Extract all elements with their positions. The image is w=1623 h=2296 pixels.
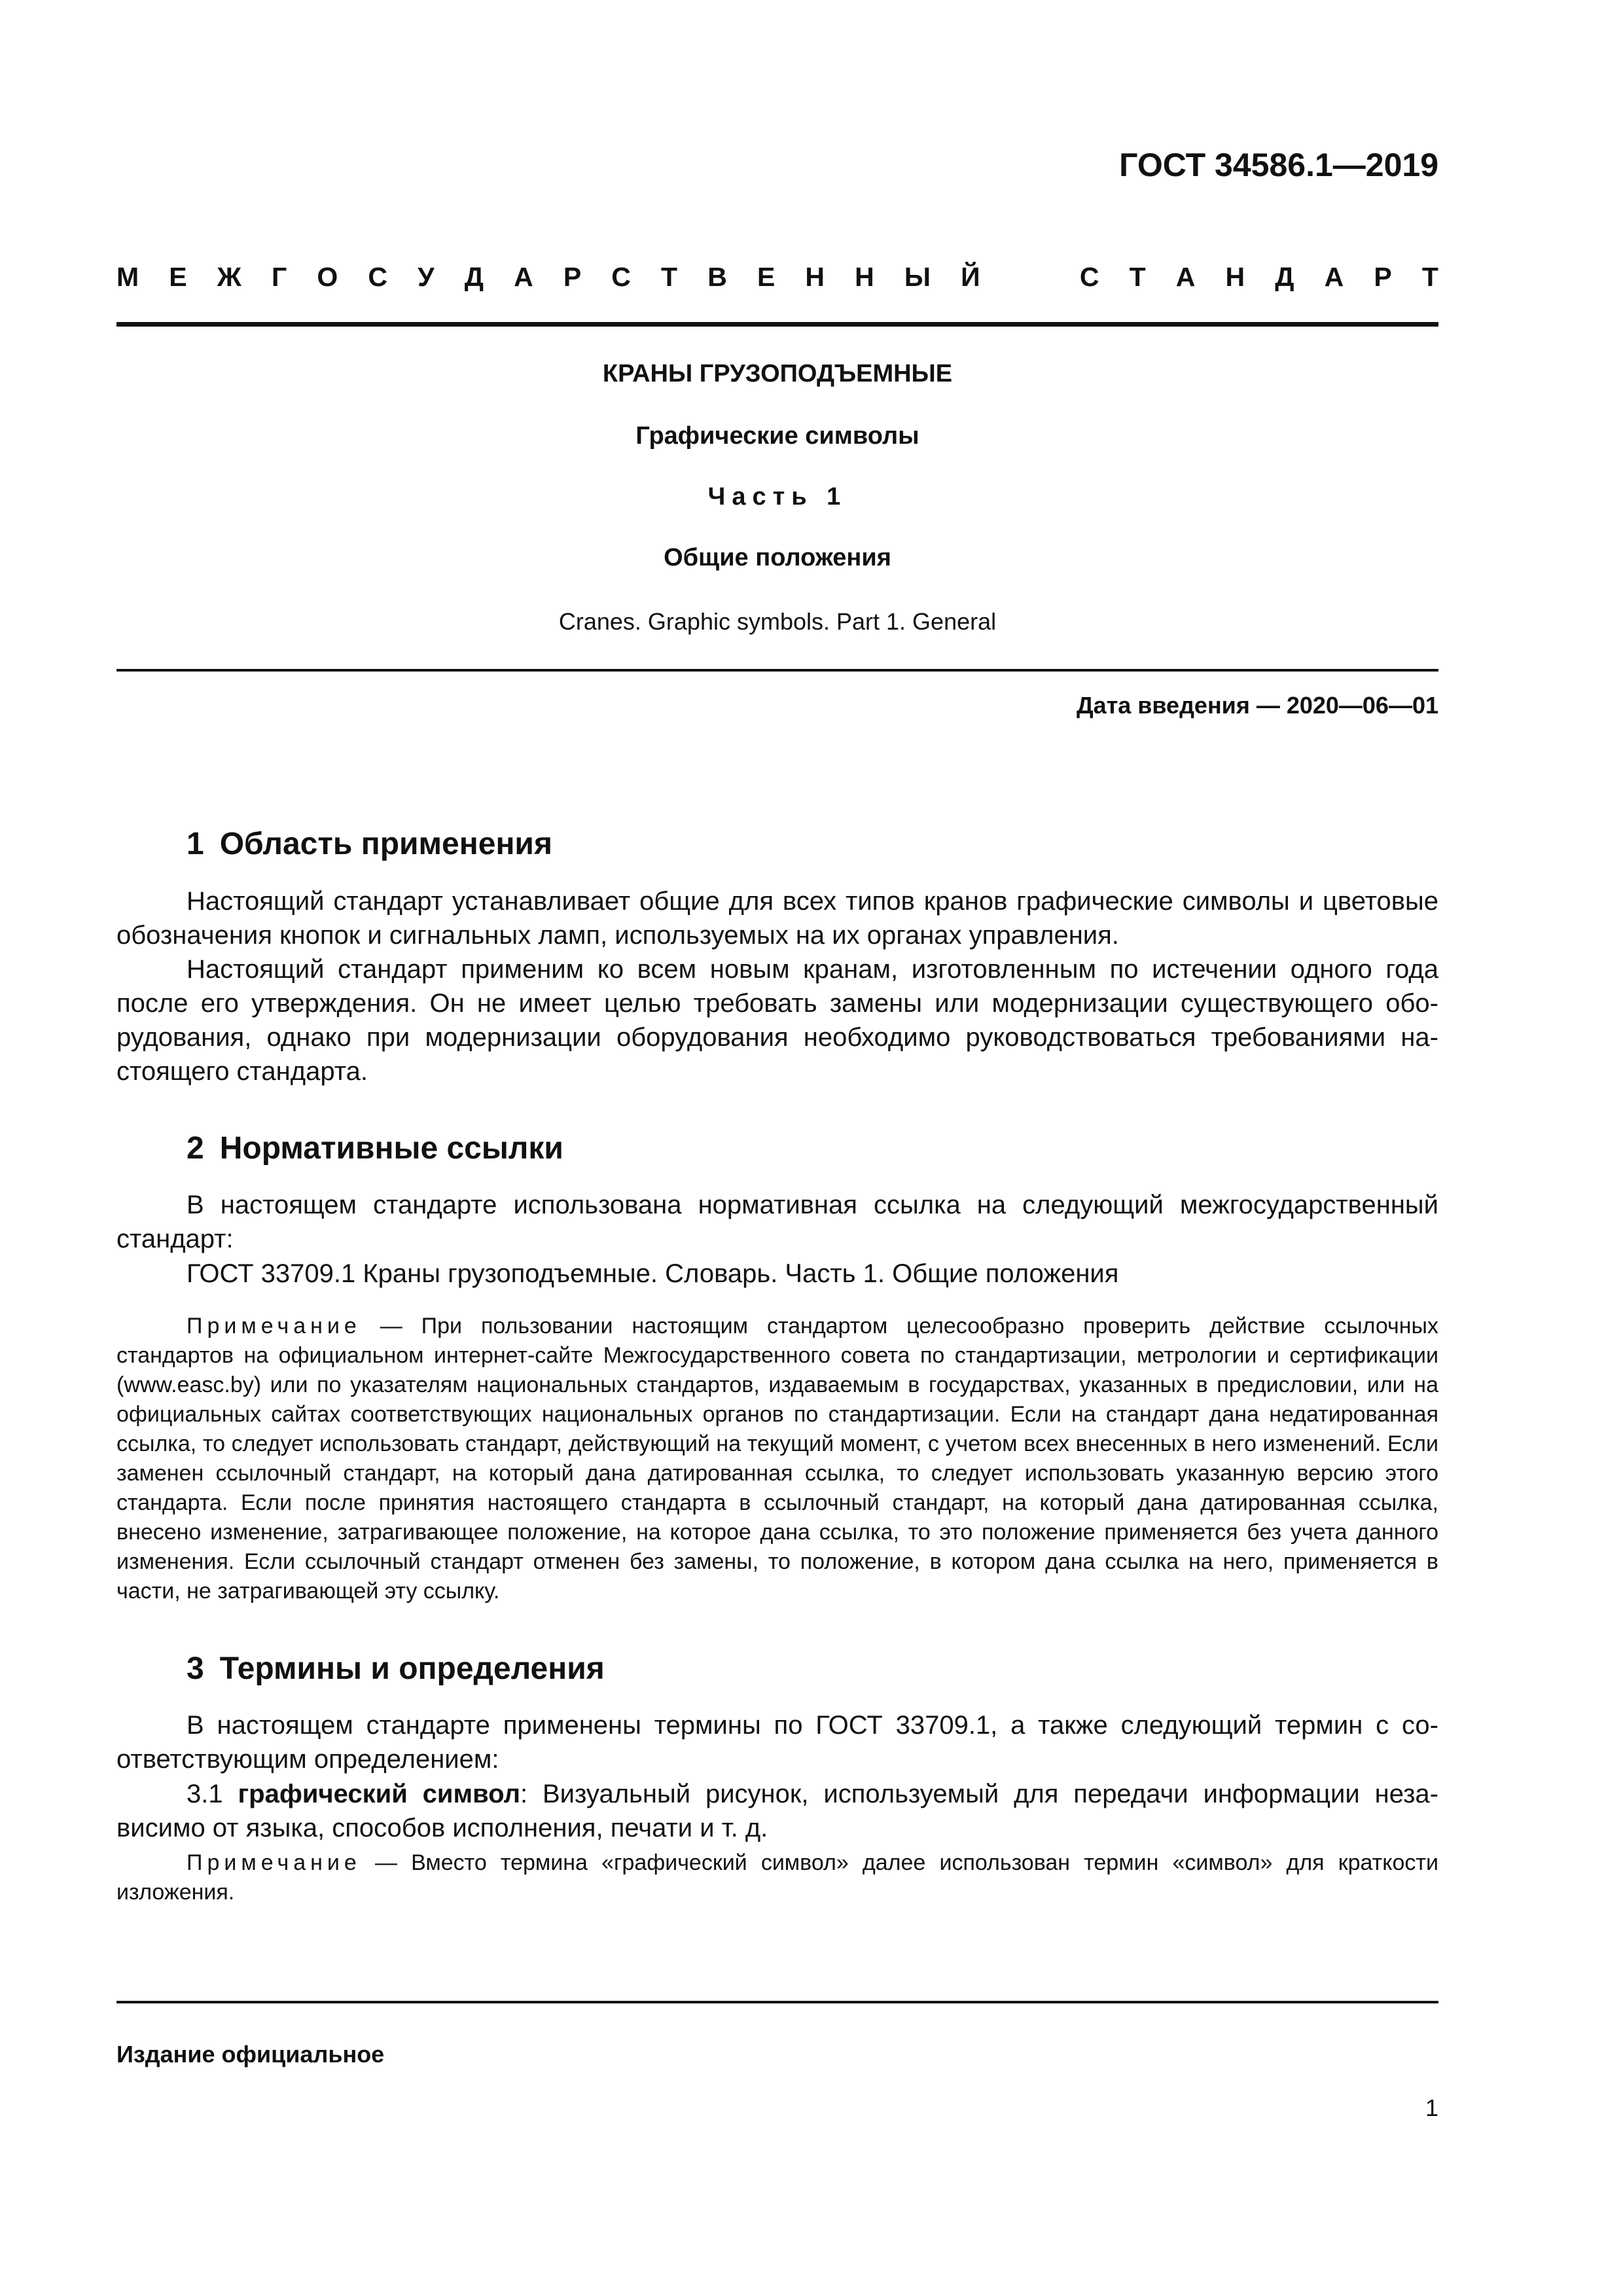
heading-letter: Н [1225, 262, 1245, 292]
standard-subtitle: Графические символы [635, 422, 919, 450]
heading-letter: Ж [217, 262, 241, 292]
header-rule [116, 322, 1438, 327]
heading-letter: О [317, 262, 338, 292]
note-text: — Вместо термина «графический символ» далее использован термин «символ» для краткости изложения. [116, 1850, 1438, 1905]
title-rule [116, 669, 1438, 672]
references-paragraph: В настоящем стандарте использована нормативная ссылка на следующий межгосударственный стандарт: [116, 1191, 1438, 1253]
term-definition-text: : Визуальный рисунок, используемый для передачи информации независимо от языка, способов исполнения, печати и т. д. [116, 1780, 1438, 1842]
section-number: 3 [187, 1651, 204, 1686]
heading-letter: В [707, 262, 727, 292]
introduction-date: Дата введения — 2020—06—01 [1076, 692, 1438, 719]
term-name: графический символ [238, 1780, 521, 1808]
heading-letter: У [418, 262, 435, 292]
document-number: ГОСТ 34586.1—2019 [1119, 147, 1438, 183]
section-title: Область применения [219, 827, 552, 861]
heading-letter: Д [1275, 262, 1294, 292]
scope-paragraph-1: Настоящий стандарт устанавливает общие для всех типов кранов графические символы и цветовые обозначения кнопок и сигнальных ламп, используемых на их органах управления. [116, 887, 1438, 950]
term-definition [116, 1777, 1438, 1845]
terms-paragraph: В настоящем стандарте применены термины по ГОСТ 33709.1, а также следующий термин с соответствующим определением: [116, 1711, 1438, 1774]
section-heading-scope [187, 826, 552, 862]
standard-title: КРАНЫ ГРУЗОПОДЪЕМНЫЕ [602, 360, 953, 387]
section-title: Термины и определения [219, 1651, 605, 1686]
page-number: 1 [1425, 2094, 1438, 2121]
term-number: 3.1 [187, 1780, 223, 1808]
heading-letter: Т [1129, 262, 1146, 292]
heading-letter: Й [961, 262, 980, 292]
heading-letter: Ы [904, 262, 931, 292]
heading-letter: Д [464, 262, 484, 292]
heading-letter: М [116, 262, 139, 292]
standard-part-title: Общие положения [664, 544, 891, 571]
references-note [116, 1312, 1438, 1606]
heading-letter: А [1175, 262, 1196, 292]
interstate-standard-heading [116, 262, 1438, 293]
standard-part: Часть 1 [707, 483, 847, 511]
heading-letter: Г [271, 262, 287, 292]
heading-letter: Е [169, 262, 187, 292]
heading-letter: Р [563, 262, 582, 292]
section-number: 1 [187, 827, 204, 861]
section-number: 2 [187, 1131, 204, 1166]
heading-letter: С [611, 262, 631, 292]
heading-letter: Н [855, 262, 874, 292]
heading-letter: А [1324, 262, 1344, 292]
heading-letter: Т [1421, 262, 1438, 292]
heading-letter: А [514, 262, 533, 292]
scope-paragraph-2: Настоящий стандарт применим ко всем новым кранам, изготовленным по истечении одного года после его утверждения. Он не имеет целью требовать замены или модернизации существующего оборудования, однако при модернизации оборудования необходимо руководствоваться требованиями настоящего стандарта. [116, 955, 1438, 1086]
section-title: Нормативные ссылки [219, 1131, 563, 1166]
note-text: — При пользовании настоящим стандартом целесообразно проверить действие ссылочных стандартов на официальном интернет-сайте Межгосударственного совета по стандартизации, метрологии и сертификации (www.easc.by) или по указателям национальных стандартов, издаваемым в государствах, указанных в предисловии, или на официальных сайтах соответствующих национальных органов по стандартизации. Если на стандарт дана недатированная ссылка, то следует использовать стандарт, действующий на текущий момент, с учетом всех внесенных в него изменений. Если заменен ссылочный стандарт, на который дана датированная ссылка, то следует использовать указанную версию этого стандарта. Если после принятия настоящего стандарта в ссылочный стандарт, на который дана датированная ссылка, внесено изменение, затрагивающее положение, на которое дана ссылка, то это положение применяется без учета данного изменения. Если ссылочный стандарт отменен без замены, то положение, в котором дана ссылка на него, применяется в части, не затрагивающей эту ссылку. [116, 1314, 1438, 1604]
section-heading-normative-references [187, 1130, 563, 1166]
word-gap [1010, 262, 1050, 293]
heading-letter: Р [1374, 262, 1392, 292]
reference-entry: ГОСТ 33709.1 Краны грузоподъемные. Словарь. Часть 1. Общие положения [187, 1259, 1119, 1288]
note-label: Примечание [187, 1314, 361, 1338]
heading-letter: С [1079, 262, 1099, 292]
heading-letter: Н [805, 262, 825, 292]
official-edition-label: Издание официальное [116, 2041, 385, 2068]
heading-letter: Е [757, 262, 776, 292]
terms-note [116, 1848, 1438, 1907]
footer-rule [116, 2001, 1438, 2003]
heading-letter: С [368, 262, 387, 292]
heading-letter: Т [661, 262, 678, 292]
section-heading-terms [187, 1651, 605, 1687]
note-label: Примечание [187, 1850, 361, 1875]
english-title: Cranes. Graphic symbols. Part 1. General [558, 608, 997, 635]
